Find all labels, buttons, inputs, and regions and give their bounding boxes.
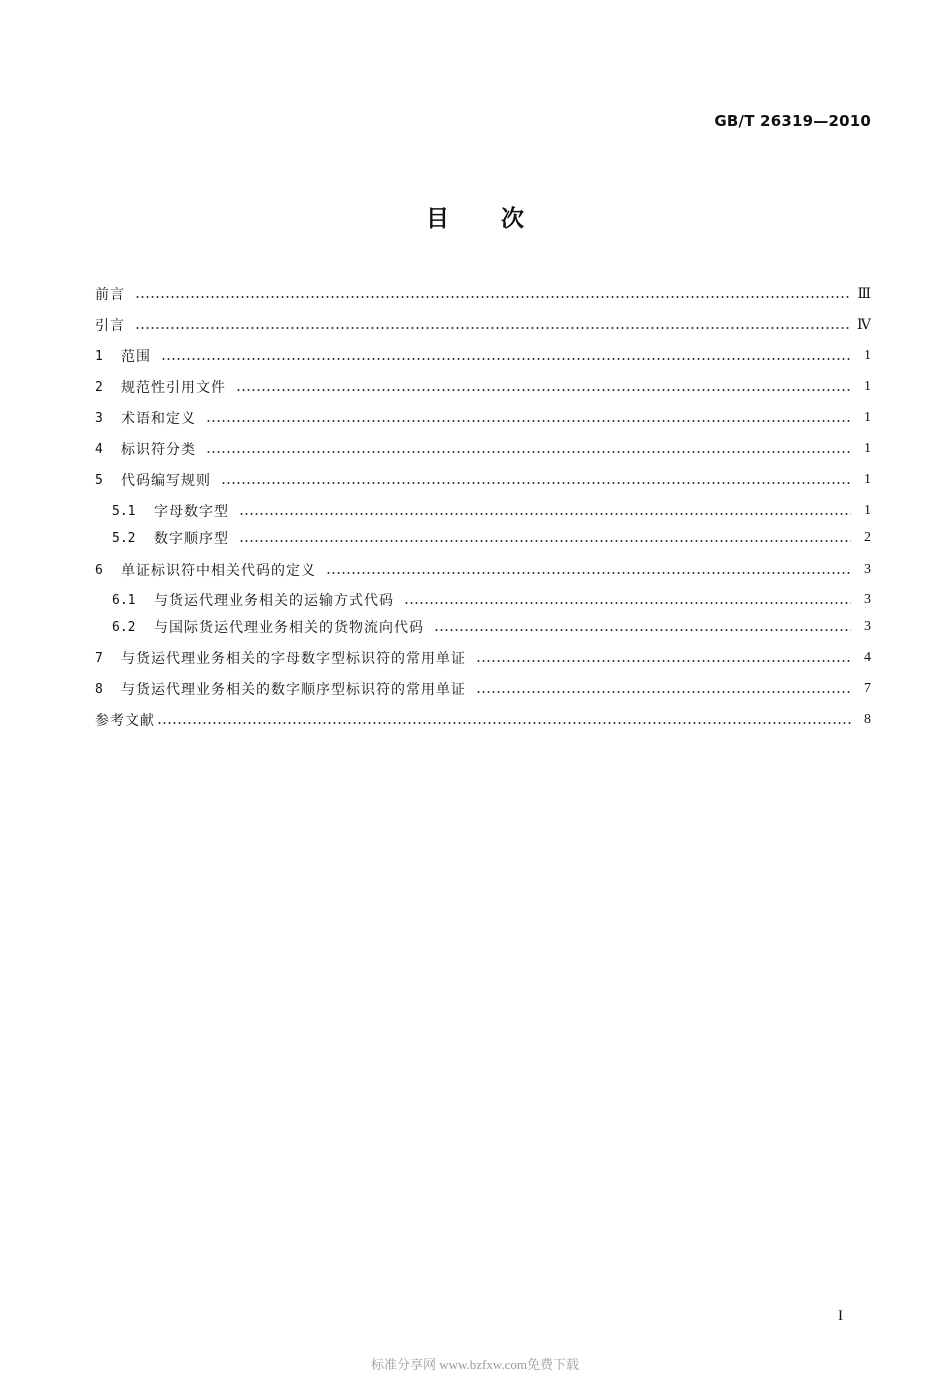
toc-entry-foreword[interactable] xyxy=(95,282,871,306)
toc-entry-page: 1 xyxy=(864,472,871,487)
toc-entry-label: 与货运代理业务相关的字母数字型标识符的常用单证 xyxy=(121,651,466,667)
toc-entry-number: 2 xyxy=(95,379,103,395)
toc-entry-label: 术语和定义 xyxy=(121,411,196,427)
dot-leader xyxy=(476,660,851,662)
toc-entry-label: 单证标识符中相关代码的定义 xyxy=(121,563,316,579)
toc-entry-2[interactable] xyxy=(95,375,871,399)
dot-leader xyxy=(239,513,851,515)
dot-leader xyxy=(135,296,849,298)
standard-code: GB/T 26319—2010 xyxy=(714,112,871,130)
page-number: I xyxy=(838,1308,843,1324)
toc-entry-4[interactable] xyxy=(95,437,871,461)
toc-entry-3[interactable] xyxy=(95,406,871,430)
toc-entry-number: 6.2 xyxy=(112,619,136,635)
dot-leader xyxy=(161,358,851,360)
toc-entry-page: 1 xyxy=(864,441,871,456)
toc-entry-number: 5.2 xyxy=(112,530,136,546)
toc-entry-6-2[interactable] xyxy=(112,615,871,639)
dot-leader xyxy=(326,572,851,574)
dot-leader xyxy=(221,482,851,484)
toc-entry-page: 1 xyxy=(864,410,871,425)
toc-entry-label: 规范性引用文件 xyxy=(121,380,226,396)
toc-entry-label: 前言 xyxy=(95,287,125,303)
toc-entry-label: 参考文献 xyxy=(95,713,155,729)
toc-entry-page: 2 xyxy=(864,530,871,545)
toc-entry-page: 1 xyxy=(864,348,871,363)
toc-entry-page: 8 xyxy=(864,712,871,727)
toc-entry-number: 7 xyxy=(95,650,103,666)
toc-entry-label: 范围 xyxy=(121,349,151,365)
dot-leader xyxy=(135,327,849,329)
dot-leader xyxy=(404,602,851,604)
toc-entry-page: Ⅲ xyxy=(857,286,871,302)
toc-entry-introduction[interactable] xyxy=(95,313,871,337)
dot-leader xyxy=(476,691,851,693)
toc-entry-number: 5.1 xyxy=(112,503,136,519)
toc-entry-page: Ⅳ xyxy=(857,317,871,333)
toc-entry-label: 代码编写规则 xyxy=(121,473,211,489)
dot-leader xyxy=(206,451,851,453)
toc-entry-page: 1 xyxy=(864,379,871,394)
page-title: 目次 xyxy=(426,206,576,232)
toc-entry-label: 引言 xyxy=(95,318,125,334)
toc-entry-number: 6 xyxy=(95,562,103,578)
dot-leader xyxy=(434,629,851,631)
toc-entry-page: 1 xyxy=(864,503,871,518)
toc-entry-5-2[interactable] xyxy=(112,526,871,550)
toc-entry-label: 与货运代理业务相关的运输方式代码 xyxy=(154,593,394,609)
dot-leader xyxy=(206,420,851,422)
toc-entry-5[interactable] xyxy=(95,468,871,492)
toc-entry-bibliography[interactable] xyxy=(95,708,871,732)
toc-entry-number: 1 xyxy=(95,348,103,364)
toc-entry-5-1[interactable] xyxy=(112,499,871,523)
toc-entry-1[interactable] xyxy=(95,344,871,368)
toc-entry-number: 4 xyxy=(95,441,103,457)
watermark: 标准分享网 www.bzfxw.com免费下载 xyxy=(370,1357,580,1372)
dot-leader xyxy=(236,389,851,391)
toc-entry-7[interactable] xyxy=(95,646,871,670)
toc-entry-6[interactable] xyxy=(95,558,871,582)
toc-entry-number: 8 xyxy=(95,681,103,697)
toc-entry-page: 7 xyxy=(864,681,871,696)
toc-entry-8[interactable] xyxy=(95,677,871,701)
toc-entry-label: 与货运代理业务相关的数字顺序型标识符的常用单证 xyxy=(121,682,466,698)
toc-entry-page: 3 xyxy=(864,592,871,607)
toc-entry-number: 5 xyxy=(95,472,103,488)
dot-leader xyxy=(157,722,851,724)
toc-entry-number: 6.1 xyxy=(112,592,136,608)
toc-entry-page: 4 xyxy=(864,650,871,665)
toc-entry-6-1[interactable] xyxy=(112,588,871,612)
toc-entry-label: 标识符分类 xyxy=(121,442,196,458)
toc-entry-label: 数字顺序型 xyxy=(154,531,229,547)
toc-entry-label: 与国际货运代理业务相关的货物流向代码 xyxy=(154,620,424,636)
toc-entry-label: 字母数字型 xyxy=(154,504,229,520)
toc-entry-page: 3 xyxy=(864,619,871,634)
dot-leader xyxy=(239,540,851,542)
toc-entry-number: 3 xyxy=(95,410,103,426)
toc-entry-page: 3 xyxy=(864,562,871,577)
